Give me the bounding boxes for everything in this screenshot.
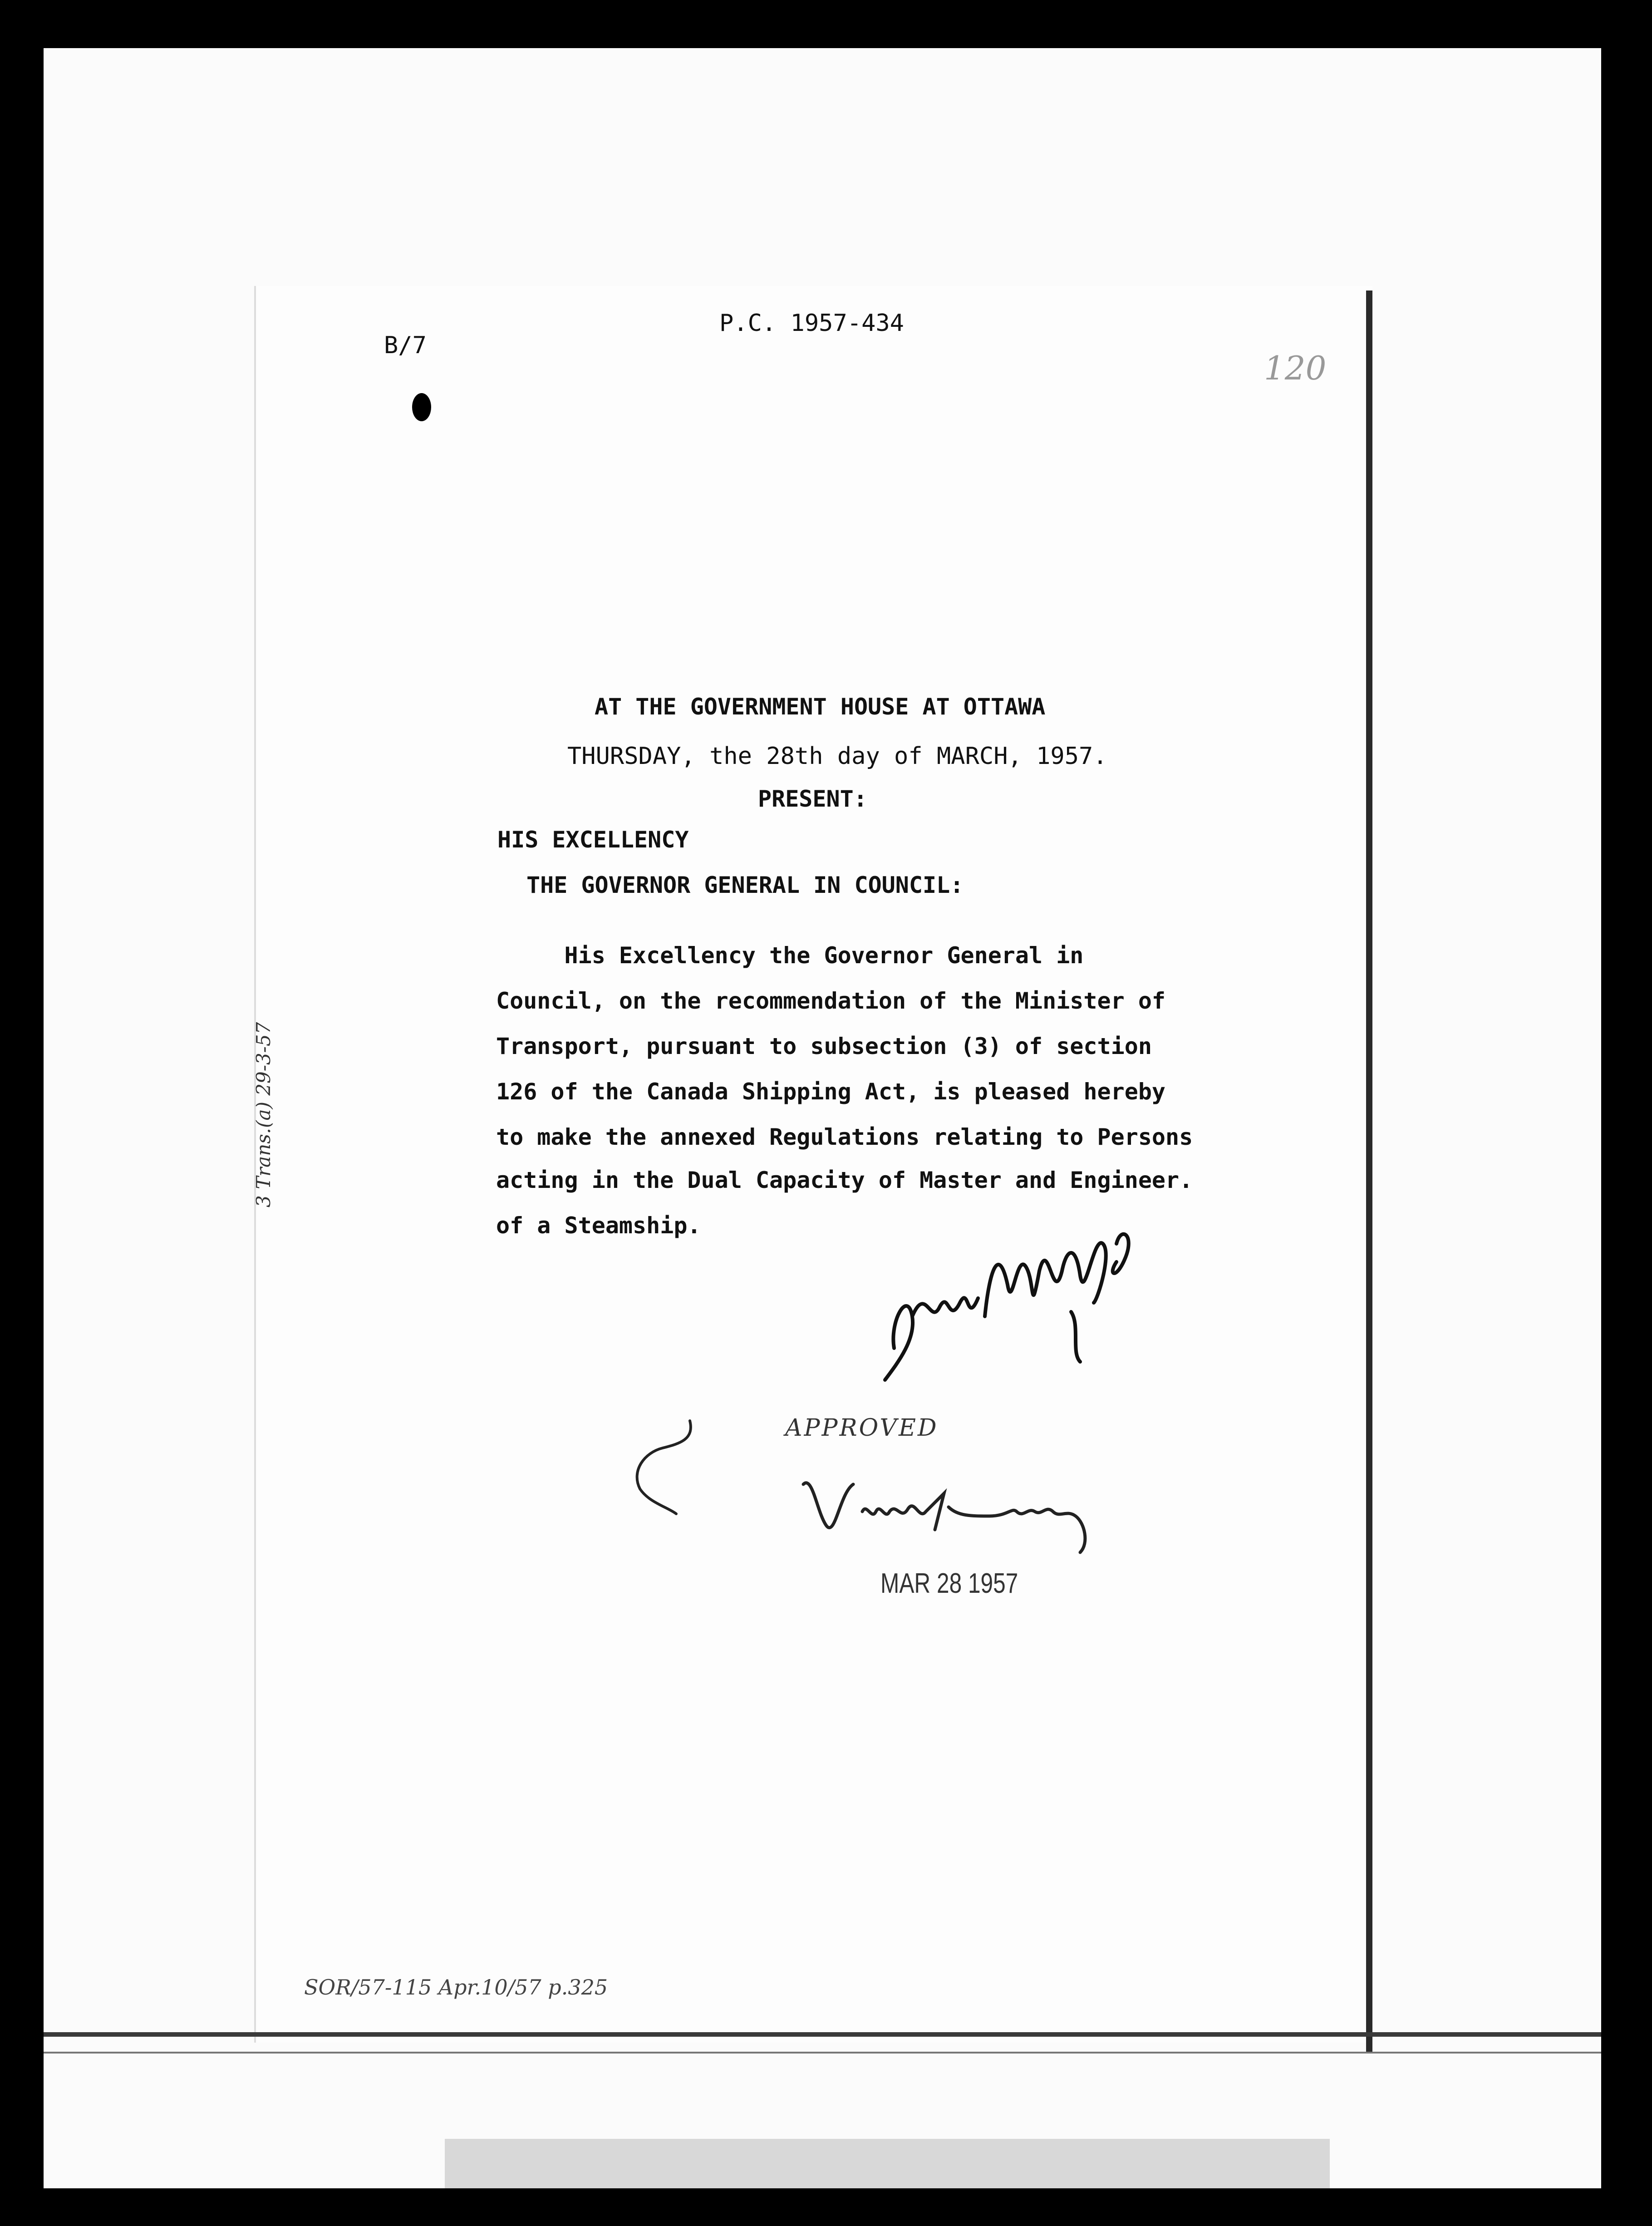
heading-date: THURSDAY, the 28th day of MARCH, 1957. (567, 743, 1107, 770)
approval-date-stamp: MAR 28 1957 (880, 1568, 1018, 1599)
body-line: 126 of the Canada Shipping Act, is pleased hereby (496, 1079, 1166, 1105)
body-line: to make the annexed Regulations relating to Persons (496, 1124, 1193, 1150)
body-line: His Excellency the Governor General in (496, 942, 1084, 969)
body-line: of a Steamship. (496, 1212, 701, 1239)
page-number: 120 (1264, 349, 1327, 387)
minister-signature (880, 1216, 1144, 1384)
body-line: Transport, pursuant to subsection (3) of section (496, 1033, 1152, 1059)
heading-council: THE GOVERNOR GENERAL IN COUNCIL: (526, 872, 964, 898)
punch-hole (412, 393, 431, 421)
heading-place: AT THE GOVERNMENT HOUSE AT OTTAWA (595, 694, 1046, 720)
governor-general-signature (799, 1466, 1098, 1557)
approved-label: APPROVED (785, 1414, 939, 1442)
page-edge-shadow (1366, 291, 1372, 2052)
page-lower-edge (44, 2052, 1601, 2054)
order-number: P.C. 1957-434 (719, 310, 904, 337)
scan-border (44, 2188, 1601, 2226)
heading-present: PRESENT: (758, 786, 867, 812)
approval-bracket-mark (626, 1412, 694, 1516)
margin-handwritten-note: 3 Trans.(a) 29-3-57 (252, 1022, 275, 1207)
body-line: Council, on the recommendation of the Minister of (496, 988, 1166, 1014)
footer-handwritten-note: SOR/57-115 Apr.10/57 p.325 (304, 1975, 608, 1999)
document-page (254, 286, 1372, 2043)
heading-excellency: HIS EXCELLENCY (497, 827, 689, 853)
body-line: acting in the Dual Capacity of Master and Engineer. (496, 1167, 1193, 1193)
page-fold-line (44, 2032, 1601, 2037)
file-reference: B/7 (384, 332, 427, 359)
bottom-paper-strip (445, 2139, 1330, 2189)
